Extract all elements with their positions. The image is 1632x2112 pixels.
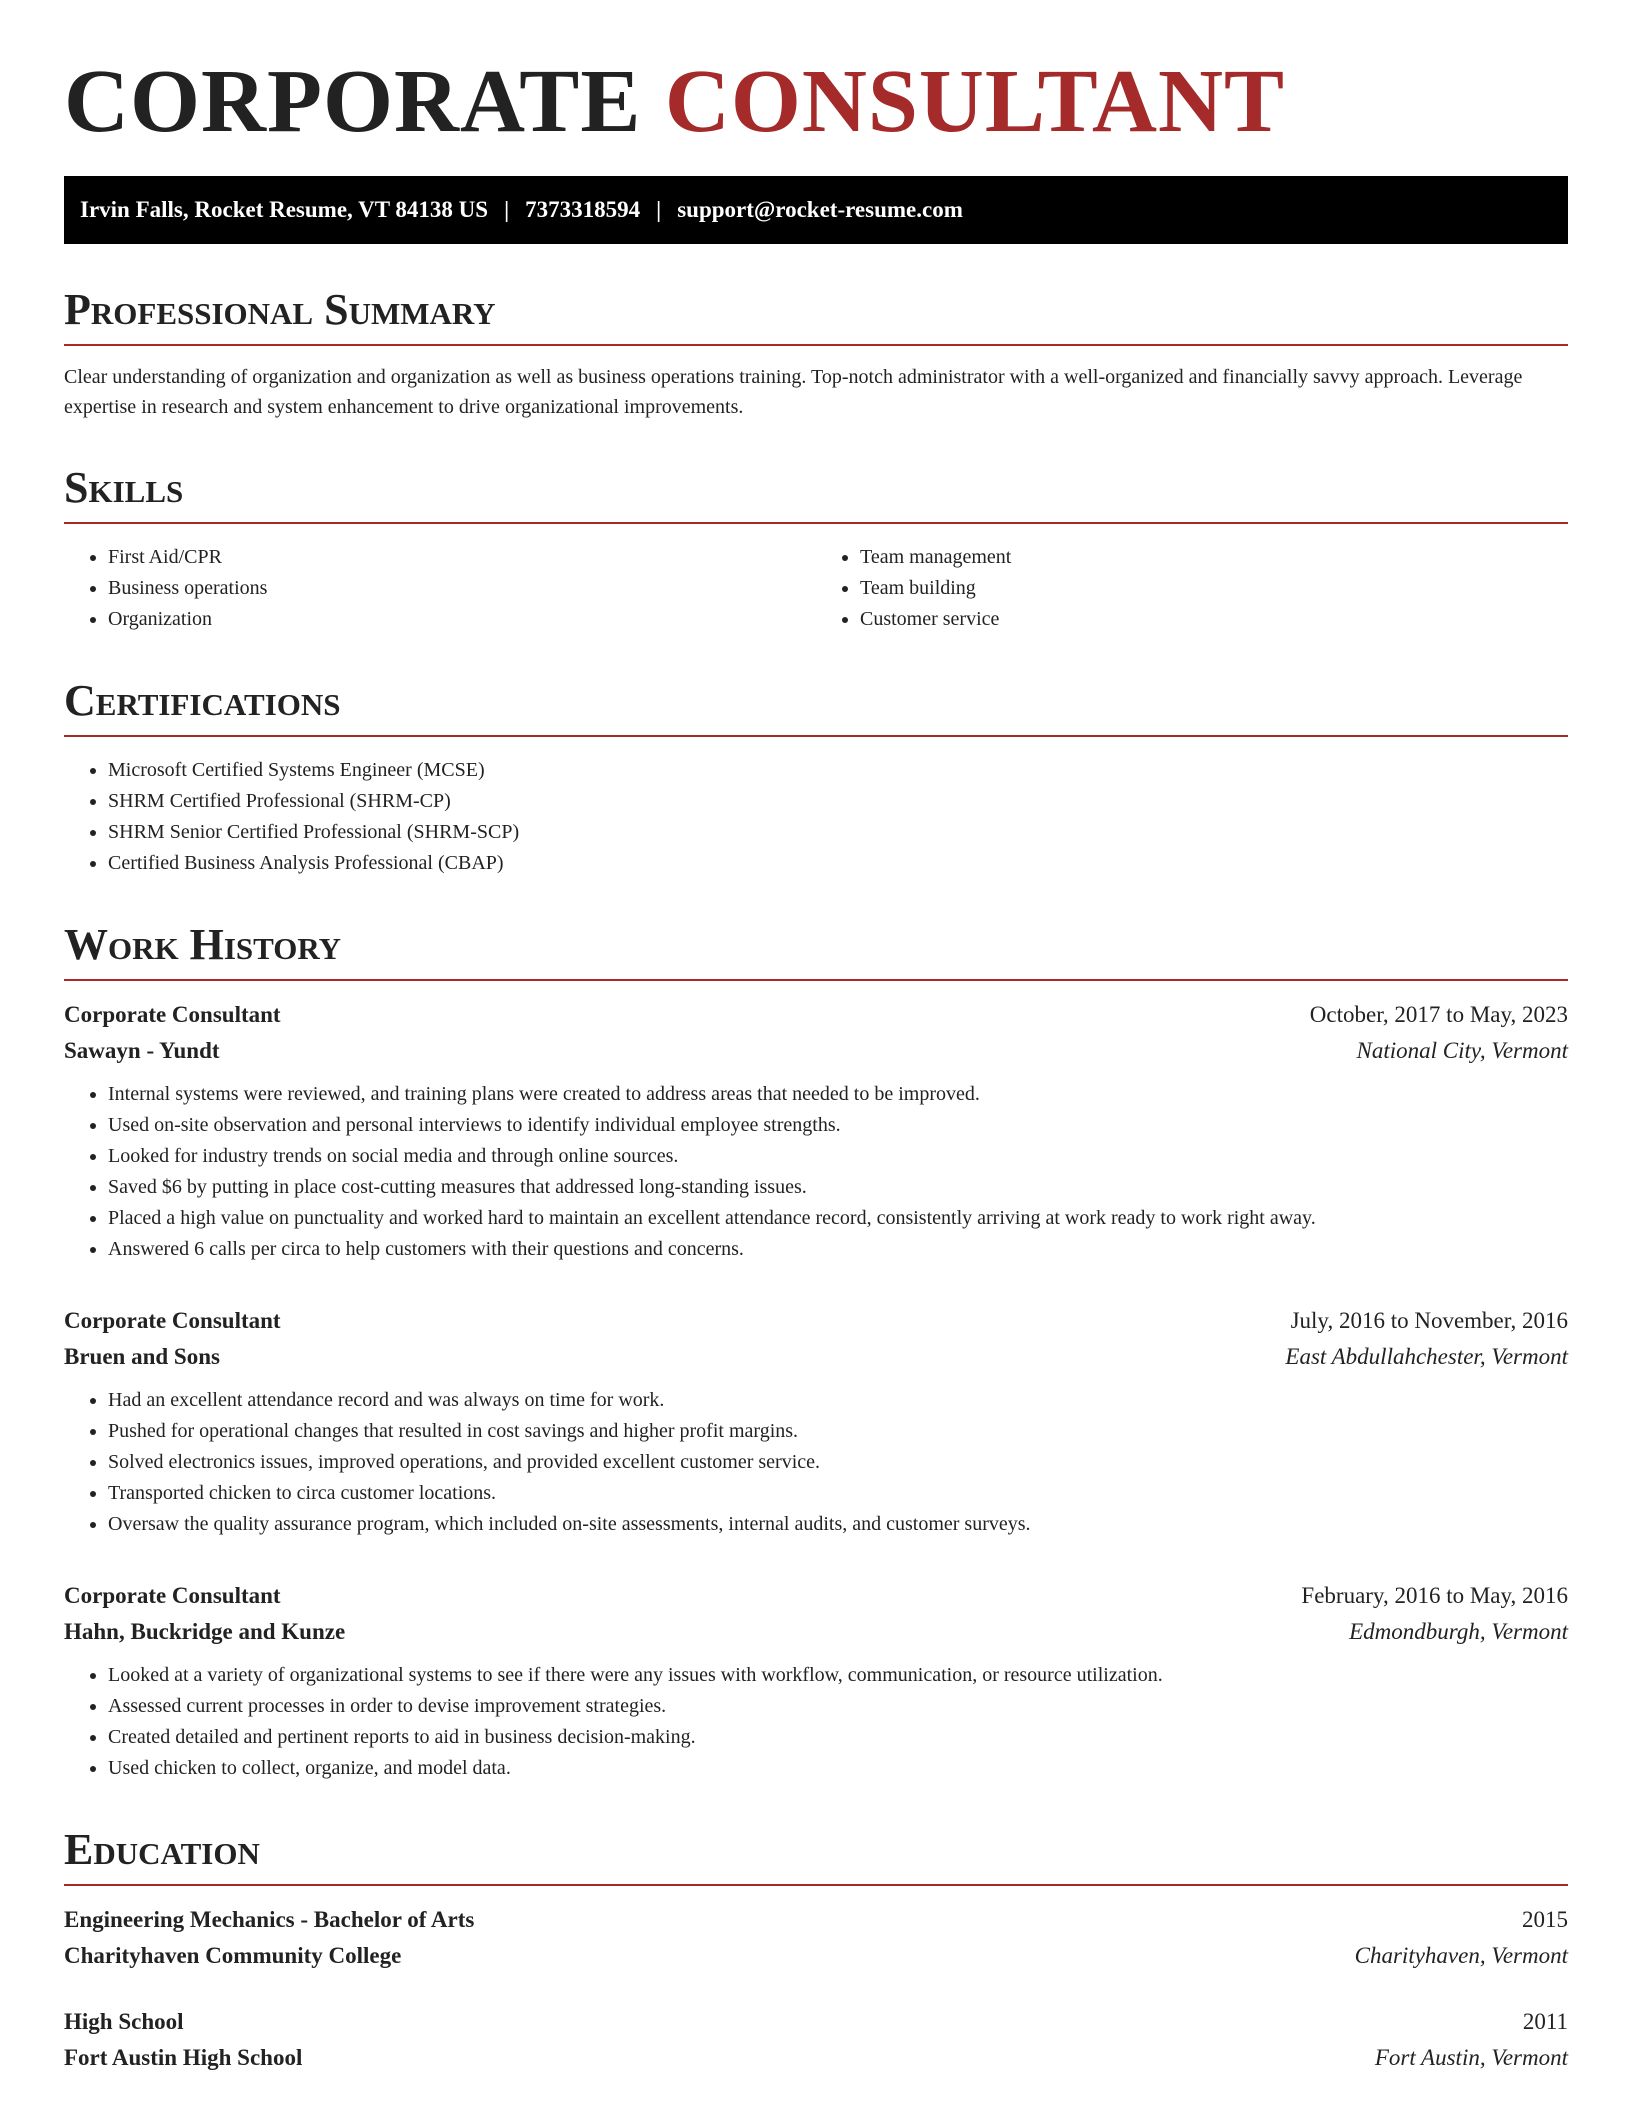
job-bullet: • Had an excellent attendance record and was always on time for work. bbox=[108, 1385, 1568, 1416]
education-entry bbox=[64, 1902, 1568, 1974]
education-location: Charityhaven, Vermont bbox=[1354, 1943, 1568, 1968]
skill-item: • Customer service bbox=[860, 604, 1568, 635]
job-title: Corporate Consultant bbox=[64, 1308, 281, 1333]
education-section bbox=[64, 1824, 1568, 2076]
job-entry bbox=[64, 1578, 1568, 1784]
section-title-education: Education bbox=[64, 1824, 1568, 1886]
education-degree-row bbox=[64, 1902, 1568, 1938]
section-title-certifications: Certifications bbox=[64, 675, 1568, 737]
certification-item: • Certified Business Analysis Professional (CBAP) bbox=[108, 848, 1568, 879]
job-bullet: • Looked for industry trends on social media and through online sources. bbox=[108, 1141, 1568, 1172]
job-bullet: • Pushed for operational changes that resulted in cost savings and higher profit margins. bbox=[108, 1416, 1568, 1447]
education-year: 2011 bbox=[1522, 2009, 1568, 2034]
job-dates: July, 2016 to November, 2016 bbox=[1290, 1308, 1568, 1333]
summary-section bbox=[64, 284, 1568, 422]
job-company-row bbox=[64, 1614, 1568, 1650]
contact-address: Irvin Falls, Rocket Resume, VT 84138 US bbox=[80, 197, 489, 222]
job-bullet: • Transported chicken to circa customer locations. bbox=[108, 1478, 1568, 1509]
job-bullet: • Saved $6 by putting in place cost-cutting measures that addressed long-standing issues. bbox=[108, 1172, 1568, 1203]
education-degree: Engineering Mechanics - Bachelor of Arts bbox=[64, 1907, 475, 1932]
job-company: Hahn, Buckridge and Kunze bbox=[64, 1619, 346, 1644]
job-title: Corporate Consultant bbox=[64, 1583, 281, 1608]
skill-item: • Business operations bbox=[108, 573, 816, 604]
job-entry bbox=[64, 997, 1568, 1265]
job-company-row bbox=[64, 1339, 1568, 1375]
skill-item: • Organization bbox=[108, 604, 816, 635]
job-bullet: • Answered 6 calls per circa to help customers with their questions and concerns. bbox=[108, 1234, 1568, 1265]
certification-item: • Microsoft Certified Systems Engineer (MCSE) bbox=[108, 755, 1568, 786]
job-dates: February, 2016 to May, 2016 bbox=[1301, 1583, 1568, 1608]
job-header-row bbox=[64, 997, 1568, 1033]
section-title-work-history: Work History bbox=[64, 919, 1568, 981]
job-company-row bbox=[64, 1033, 1568, 1069]
certifications-list bbox=[64, 755, 1568, 879]
job-bullets bbox=[64, 1079, 1568, 1265]
job-header-row bbox=[64, 1303, 1568, 1339]
education-school: Fort Austin High School bbox=[64, 2045, 303, 2070]
job-bullet: • Internal systems were reviewed, and training plans were created to address areas that needed to be improved. bbox=[108, 1079, 1568, 1110]
job-bullets bbox=[64, 1660, 1568, 1784]
education-school-row bbox=[64, 2040, 1568, 2076]
name-last: CONSULTANT bbox=[664, 52, 1286, 151]
skill-item: • First Aid/CPR bbox=[108, 542, 816, 573]
job-bullet: • Used chicken to collect, organize, and model data. bbox=[108, 1753, 1568, 1784]
contact-separator: | bbox=[504, 197, 510, 222]
job-location: National City, Vermont bbox=[1356, 1038, 1568, 1063]
contact-separator: | bbox=[656, 197, 662, 222]
job-title: Corporate Consultant bbox=[64, 1002, 281, 1027]
skill-item: • Team management bbox=[860, 542, 1568, 573]
education-entry bbox=[64, 2004, 1568, 2076]
skill-item: • Team building bbox=[860, 573, 1568, 604]
skills-list-right bbox=[816, 542, 1568, 635]
job-location: East Abdullahchester, Vermont bbox=[1285, 1344, 1568, 1369]
education-location: Fort Austin, Vermont bbox=[1374, 2045, 1568, 2070]
contact-email: support@rocket-resume.com bbox=[677, 197, 963, 222]
job-location: Edmondburgh, Vermont bbox=[1349, 1619, 1568, 1644]
education-school: Charityhaven Community College bbox=[64, 1943, 402, 1968]
job-company: Bruen and Sons bbox=[64, 1344, 220, 1369]
certifications-section bbox=[64, 675, 1568, 879]
name-first: CORPORATE bbox=[64, 52, 642, 151]
job-dates: October, 2017 to May, 2023 bbox=[1309, 1002, 1568, 1027]
education-school-row bbox=[64, 1938, 1568, 1974]
skills-list-left bbox=[64, 542, 816, 635]
education-degree-row bbox=[64, 2004, 1568, 2040]
work-history-section bbox=[64, 919, 1568, 1784]
contact-phone: 7373318594 bbox=[525, 197, 641, 222]
job-bullet: • Placed a high value on punctuality and worked hard to maintain an excellent attendance record, consistently arriving at work ready to work right away. bbox=[108, 1203, 1568, 1234]
job-bullet: • Used on-site observation and personal interviews to identify individual employee strengths. bbox=[108, 1110, 1568, 1141]
resume-name bbox=[64, 52, 1568, 152]
certification-item: • SHRM Senior Certified Professional (SHRM-SCP) bbox=[108, 817, 1568, 848]
education-degree: High School bbox=[64, 2009, 184, 2034]
job-header-row bbox=[64, 1578, 1568, 1614]
contact-bar bbox=[64, 176, 1568, 244]
job-company: Sawayn - Yundt bbox=[64, 1038, 220, 1063]
certification-item: • SHRM Certified Professional (SHRM-CP) bbox=[108, 786, 1568, 817]
job-bullet: • Solved electronics issues, improved operations, and provided excellent customer service. bbox=[108, 1447, 1568, 1478]
job-bullets bbox=[64, 1385, 1568, 1540]
job-entry bbox=[64, 1303, 1568, 1540]
job-bullet: • Looked at a variety of organizational systems to see if there were any issues with workflow, communication, or resource utilization. bbox=[108, 1660, 1568, 1691]
job-bullet: • Oversaw the quality assurance program, which included on-site assessments, internal audits, and customer surveys. bbox=[108, 1509, 1568, 1540]
section-title-summary: Professional Summary bbox=[64, 284, 1568, 346]
job-bullet: • Assessed current processes in order to devise improvement strategies. bbox=[108, 1691, 1568, 1722]
job-bullet: • Created detailed and pertinent reports to aid in business decision-making. bbox=[108, 1722, 1568, 1753]
education-year: 2015 bbox=[1522, 1907, 1568, 1932]
skills-grid bbox=[64, 524, 1568, 635]
section-title-skills: Skills bbox=[64, 462, 1568, 524]
summary-text: Clear understanding of organization and organization as well as business operations training. Top-notch administrator with a well-organized and financially savvy approach. Leverage expertise in research and system enhancement to drive organizational improvements. bbox=[64, 366, 1523, 418]
skills-section bbox=[64, 462, 1568, 635]
